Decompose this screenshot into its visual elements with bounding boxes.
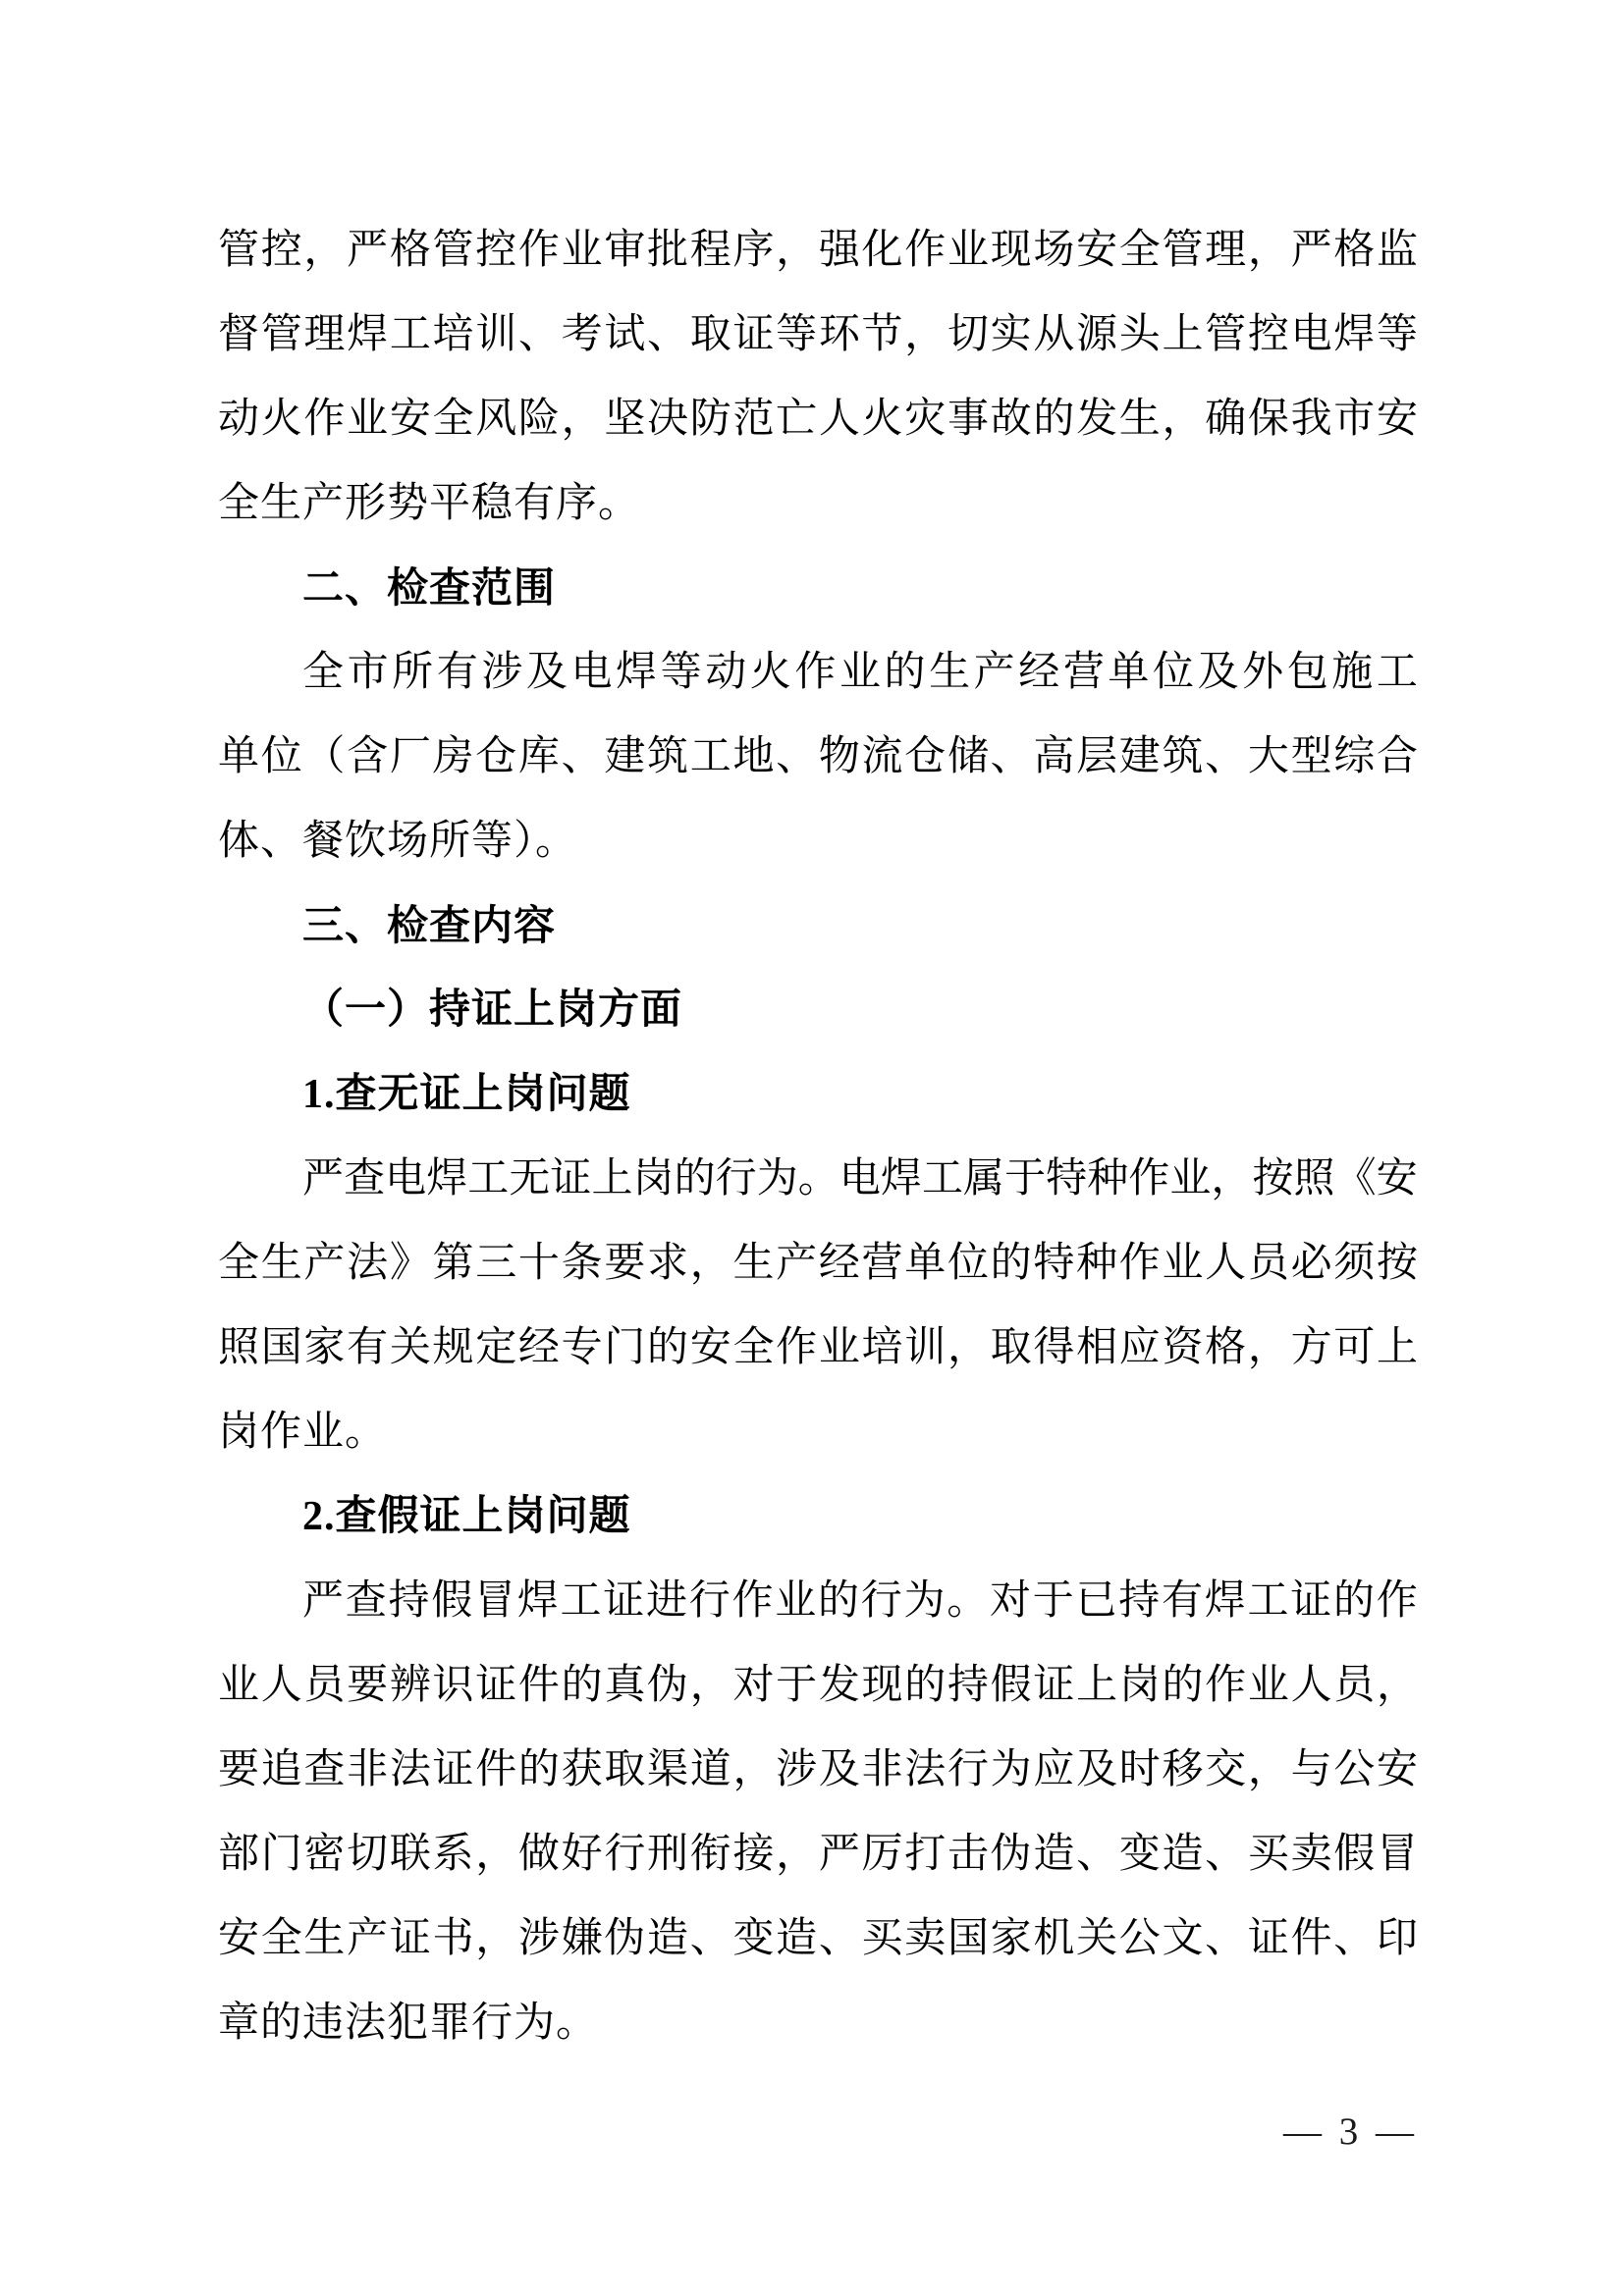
section-heading-inspection-scope: 二、检查范围 bbox=[302, 564, 557, 611]
body-text-line: 要 追 查 非 法 证 件 的 获 取 渠 道 ， 涉 及 非 法 行 为 应 及 时 移 交 ， 与 公 安 bbox=[218, 1747, 1418, 1792]
body-text-line: 照 国 家 有 关 规 定 经 专 门 的 安 全 作 业 培 训 ， 取 得 相 应 资 格 ， 方 可 上 bbox=[218, 1325, 1418, 1370]
body-text-line: 体、餐饮场所等）。 bbox=[218, 819, 578, 864]
body-text-line: 全 生 产 法 》 第 三 十 条 要 求 ， 生 产 经 营 单 位 的 特 种 作 业 人 员 必 须 按 bbox=[218, 1241, 1418, 1286]
body-text-line: 业 人 员 要 辨 识 证 件 的 真 伪 ， 对 于 发 现 的 持 假 证 上 岗 的 作 业 人 员 ， bbox=[218, 1663, 1418, 1708]
body-text-line: 管 控 ， 严 格 管 控 作 业 审 批 程 序 ， 强 化 作 业 现 场 安 全 管 理 ， 严 格 监 bbox=[218, 228, 1418, 273]
body-text-line: 部 门 密 切 联 系 ， 做 好 行 刑 衔 接 ， 严 厉 打 击 伪 造 、 变 造 、 买 卖 假 冒 bbox=[218, 1832, 1418, 1877]
body-text-line: 安 全 生 产 证 书 ， 涉 嫌 伪 造 、 变 造 、 买 卖 国 家 机 关 公 文 、 证 件 、 印 bbox=[218, 1916, 1418, 1961]
body-text-line: 单 位 （ 含 厂 房 仓 库 、 建 筑 工 地 、 物 流 仓 储 、 高 层 建 筑 、 大 型 综 合 bbox=[218, 734, 1418, 779]
body-text-line: 督 管 理 焊 工 培 训 、 考 试 、 取 证 等 环 节 ， 切 实 从 源 头 上 管 控 电 焊 等 bbox=[218, 312, 1418, 357]
numbered-heading-no-certificate: 1.查无证上岗问题 bbox=[302, 1072, 631, 1117]
body-text-line: 动 火 作 业 安 全 风 险 ， 坚 决 防 范 亡 人 火 灾 事 故 的 发 生 ， 确 保 我 市 安 bbox=[218, 397, 1418, 442]
body-text-line: 严 查 持 假 冒 焊 工 证 进 行 作 业 的 行 为 。 对 于 已 持 有 焊 工 证 的 作 bbox=[302, 1578, 1418, 1624]
body-text-line: 全 市 所 有 涉 及 电 焊 等 动 火 作 业 的 生 产 经 营 单 位 及 外 包 施 工 bbox=[302, 650, 1418, 695]
body-text-line: 严 查 电 焊 工 无 证 上 岗 的 行 为 。 电 焊 工 属 于 特 种 作 业 ， 按 照 《 安 bbox=[302, 1156, 1418, 1201]
page-number: — 3 — bbox=[1283, 2110, 1418, 2153]
subsection-heading-certification: （一）持证上岗方面 bbox=[302, 988, 683, 1033]
document-body bbox=[218, 208, 1418, 2065]
body-text-line: 章的违法犯罪行为。 bbox=[218, 2001, 599, 2046]
body-text-line: 岗作业。 bbox=[218, 1410, 388, 1455]
numbered-heading-fake-certificate: 2.查假证上岗问题 bbox=[302, 1494, 631, 1539]
section-heading-inspection-content: 三、检查内容 bbox=[302, 902, 557, 948]
body-text-line: 全生产形势平稳有序。 bbox=[218, 481, 641, 526]
